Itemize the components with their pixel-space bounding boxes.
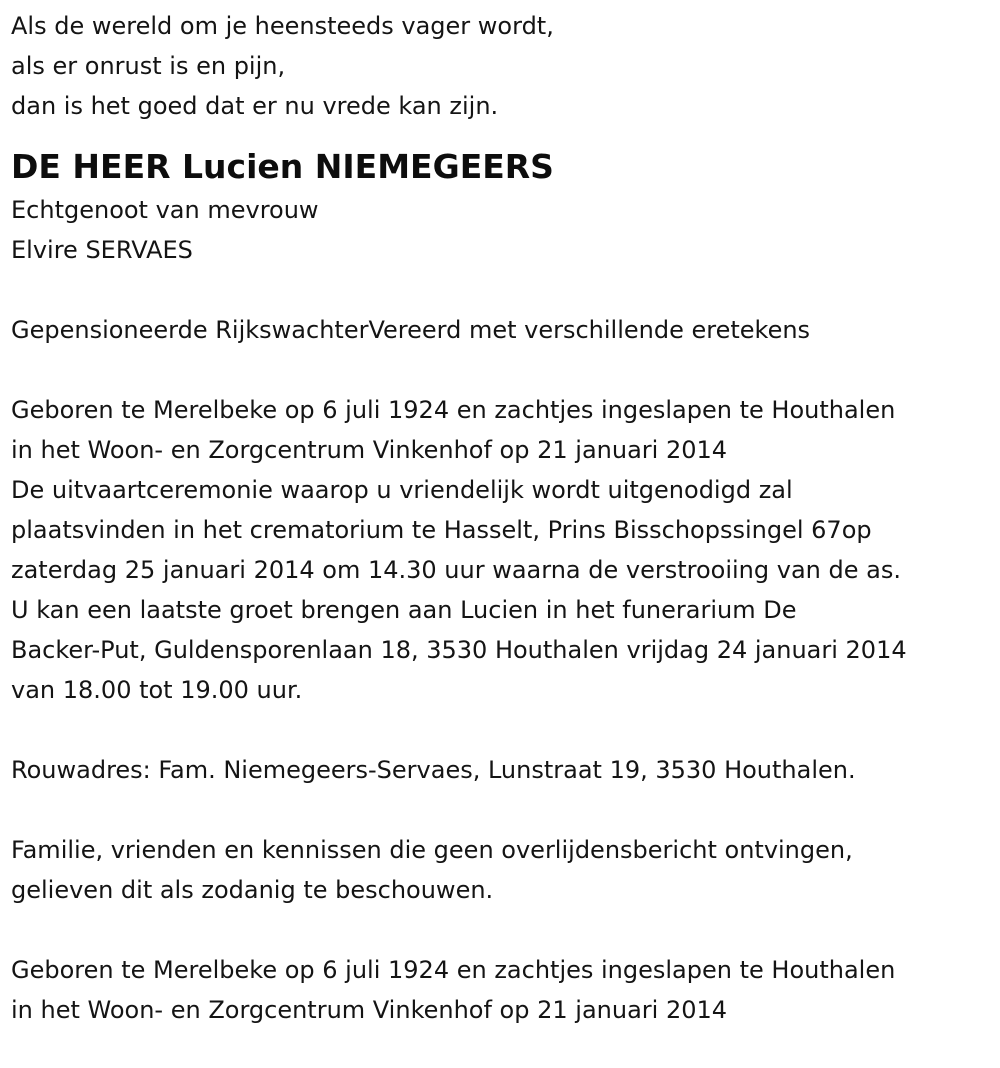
- spouse-line: Echtgenoot van mevrouw: [11, 196, 319, 224]
- details-block: [11, 390, 996, 710]
- poem-line: als er onrust is en pijn,: [11, 52, 286, 80]
- details-line: De uitvaartceremonie waarop u vriendelijk wordt uitgenodigd zal: [11, 476, 793, 504]
- spacer: [11, 790, 996, 830]
- spouse-block: [11, 190, 996, 270]
- spacer: [11, 270, 996, 310]
- poem-line: dan is het goed dat er nu vrede kan zijn.: [11, 92, 499, 120]
- birth-line: Geboren te Merelbeke op 6 juli 1924 en zachtjes ingeslapen te Houthalen: [11, 956, 896, 984]
- details-line: van 18.00 tot 19.00 uur.: [11, 676, 303, 704]
- details-line: zaterdag 25 januari 2014 om 14.30 uur waarna de verstrooiing van de as.: [11, 556, 901, 584]
- details-line: Geboren te Merelbeke op 6 juli 1924 en zachtjes ingeslapen te Houthalen: [11, 396, 896, 424]
- deceased-name: DE HEER Lucien NIEMEGEERS: [11, 147, 554, 186]
- poem-line: Als de wereld om je heensteeds vager wordt,: [11, 12, 554, 40]
- poem: [11, 6, 996, 126]
- spacer: [11, 350, 996, 390]
- mourning-address: Rouwadres: Fam. Niemegeers-Servaes, Lunstraat 19, 3530 Houthalen.: [11, 756, 856, 784]
- birth-line: in het Woon- en Zorgcentrum Vinkenhof op 21 januari 2014: [11, 996, 728, 1024]
- obituary-document: [11, 6, 996, 1030]
- spacer: [11, 126, 996, 144]
- spacer: [11, 710, 996, 750]
- details-line: U kan een laatste groet brengen aan Lucien in het funerarium De: [11, 596, 797, 624]
- notice-line: gelieven dit als zodanig te beschouwen.: [11, 876, 494, 904]
- notice-block: [11, 830, 996, 910]
- details-line: Backer-Put, Guldensporenlaan 18, 3530 Houthalen vrijdag 24 januari 2014: [11, 636, 907, 664]
- details-line: plaatsvinden in het crematorium te Hasselt, Prins Bisschopssingel 67op: [11, 516, 872, 544]
- birth-repeat-block: [11, 950, 996, 1030]
- spouse-line: Elvire SERVAES: [11, 236, 193, 264]
- occupation-line: Gepensioneerde RijkswachterVereerd met verschillende eretekens: [11, 316, 811, 344]
- details-line: in het Woon- en Zorgcentrum Vinkenhof op 21 januari 2014: [11, 436, 728, 464]
- spacer: [11, 910, 996, 950]
- notice-line: Familie, vrienden en kennissen die geen overlijdensbericht ontvingen,: [11, 836, 853, 864]
